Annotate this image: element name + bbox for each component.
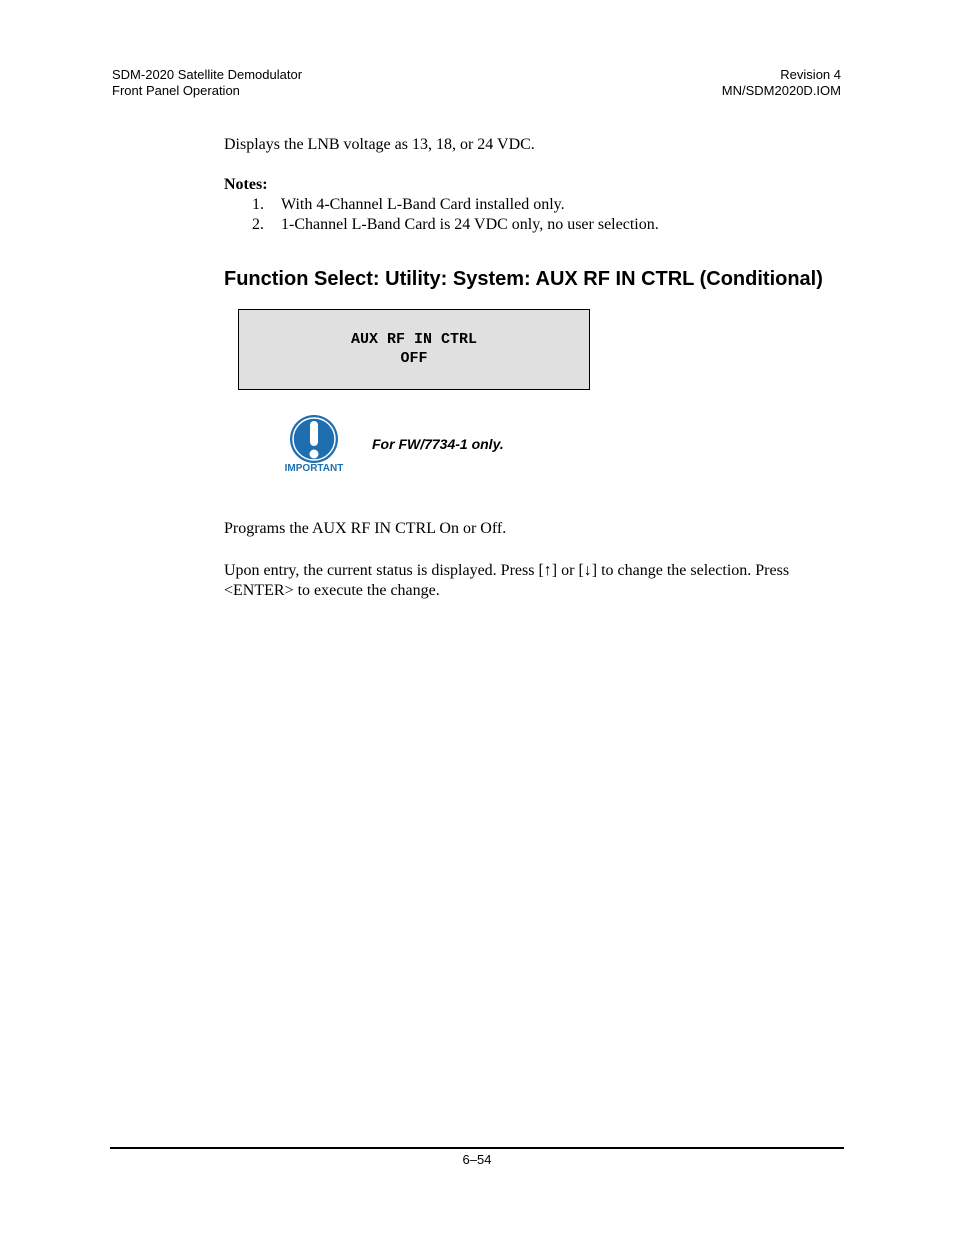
page-header-right [722, 67, 841, 99]
chapter-title: Front Panel Operation [112, 83, 240, 98]
instruction-line-1: Upon entry, the current status is displayed. Press [↑] or [↓] to change the selection. Press [224, 562, 790, 579]
lcd-display [238, 309, 590, 390]
lcd-line-2: OFF [400, 350, 428, 367]
note-number: 2. [252, 216, 264, 233]
important-label: IMPORTANT [284, 463, 344, 474]
lcd-line-1: AUX RF IN CTRL [350, 331, 478, 348]
revision-label: Revision 4 [780, 67, 841, 82]
page-header-left [112, 67, 302, 99]
note-number: 1. [252, 196, 264, 213]
doc-title: SDM-2020 Satellite Demodulator [112, 67, 303, 82]
section-heading: Function Select: Utility: System: AUX RF IN CTRL (Conditional) [224, 268, 823, 290]
note-text: With 4-Channel L-Band Card installed only. [281, 196, 565, 213]
instruction-line-2: <ENTER> to execute the change. [224, 582, 440, 599]
important-note: For FW/7734-1 only. [372, 436, 504, 452]
intro-paragraph: Displays the LNB voltage as 13, 18, or 24 VDC. [224, 136, 535, 153]
note-text: 1-Channel L-Band Card is 24 VDC only, no user selection. [281, 216, 659, 233]
description-paragraph: Programs the AUX RF IN CTRL On or Off. [224, 520, 507, 537]
footer-rule [110, 1147, 844, 1149]
notes-title: Notes: [224, 176, 268, 193]
page-number: 6–54 [462, 1152, 492, 1167]
doc-number: MN/SDM2020D.IOM [721, 83, 841, 98]
